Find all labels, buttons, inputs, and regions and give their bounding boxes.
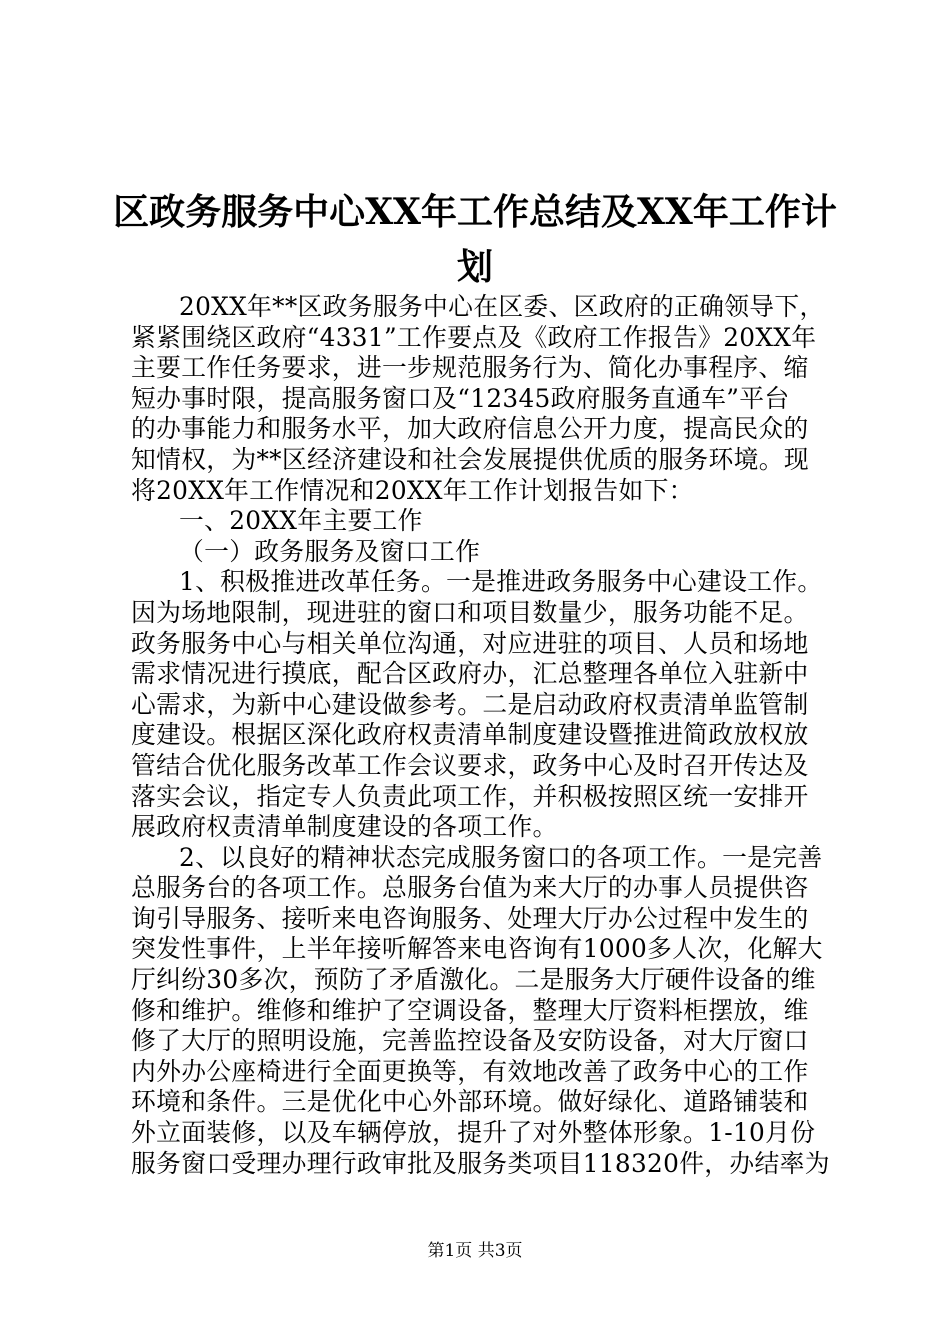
body-line: 落实会议，指定专人负责此项工作，并积极按照区统一安排开: [131, 781, 809, 811]
body-line: 心需求，为新中心建设做参考。二是启动政府权责清单监管制: [131, 689, 809, 719]
body-line: 短办事时限，提高服务窗口及“12345政府服务直通车”平台: [131, 383, 790, 413]
body-line: 内外办公座椅进行全面更换等，有效地改善了政务中心的工作: [131, 1056, 809, 1086]
document-title-line-2: 划: [456, 246, 493, 288]
body-line: 1、积极推进改革任务。一是推进政务服务中心建设工作。: [179, 567, 823, 597]
document-title-line-1: 区政务服务中心XX年工作总结及XX年工作计: [113, 191, 837, 233]
body-line: 厅纠纷30多次，预防了矛盾激化。二是服务大厅硬件设备的维: [131, 965, 816, 995]
body-line: 2、以良好的精神状态完成服务窗口的各项工作。一是完善: [179, 842, 823, 872]
body-line: 修了大厅的照明设施，完善监控设备及安防设备，对大厅窗口: [131, 1026, 809, 1056]
body-line: 紧紧围绕区政府“4331”工作要点及《政府工作报告》20XX年: [131, 322, 817, 352]
subsection-heading: （一）政务服务及窗口工作: [179, 536, 481, 566]
body-line: 的办事能力和服务水平，加大政府信息公开力度，提高民众的: [131, 414, 809, 444]
body-line: 环境和条件。三是优化中心外部环境。做好绿化、道路铺装和: [131, 1087, 809, 1117]
body-line: 询引导服务、接听来电咨询服务、处理大厅办公过程中发生的: [131, 903, 809, 933]
section-heading: 一、20XX年主要工作: [179, 506, 423, 536]
body-line: 因为场地限制，现进驻的窗口和项目数量少，服务功能不足。: [131, 597, 809, 627]
body-line: 度建设。根据区深化政府权责清单制度建设暨推进简政放权放: [131, 720, 809, 750]
body-line: 主要工作任务要求，进一步规范服务行为、简化办事程序、缩: [131, 353, 809, 383]
body-line: 管结合优化服务改革工作会议要求，政务中心及时召开传达及: [131, 750, 809, 780]
body-line: 总服务台的各项工作。总服务台值为来大厅的办事人员提供咨: [131, 873, 809, 903]
body-line: 知情权，为**区经济建设和社会发展提供优质的服务环境。现: [131, 444, 809, 474]
body-line: 服务窗口受理办理行政审批及服务类项目118320件，办结率为: [131, 1148, 830, 1178]
body-line: 政务服务中心与相关单位沟通，对应进驻的项目、人员和场地: [131, 628, 809, 658]
body-line: 突发性事件，上半年接听解答来电咨询有1000多人次，化解大: [131, 934, 823, 964]
document-body: [131, 292, 831, 1179]
body-line: 将20XX年工作情况和20XX年工作计划报告如下：: [131, 475, 694, 505]
body-line: 外立面装修，以及车辆停放，提升了对外整体形象。1-10月份: [131, 1118, 816, 1148]
page-number-footer: 第1页 共3页: [427, 1241, 523, 1261]
body-line: 修和维护。维修和维护了空调设备，整理大厅资料柜摆放，维: [131, 995, 809, 1025]
body-line: 20XX年**区政务服务中心在区委、区政府的正确领导下，: [179, 292, 825, 321]
body-line: 展政府权责清单制度建设的各项工作。: [131, 812, 558, 842]
body-line: 需求情况进行摸底，配合区政府办，汇总整理各单位入驻新中: [131, 659, 809, 689]
